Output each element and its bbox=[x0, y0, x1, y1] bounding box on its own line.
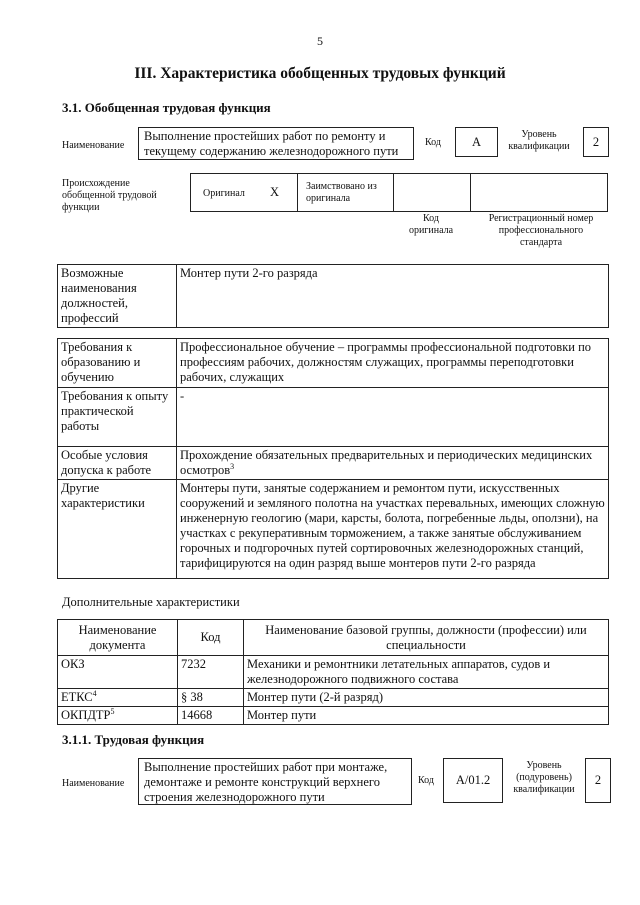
tf-name-value: Выполнение простейших работ при монтаже, демонтаже и ремонте конструкций верхнего строения железнодорожного пути bbox=[138, 758, 412, 805]
gtf-name-label: Наименование bbox=[62, 140, 125, 151]
table-row bbox=[58, 656, 609, 689]
code-cell: 14668 bbox=[178, 707, 244, 725]
tf-level-label: Уровень (подуровень) квалификации bbox=[513, 760, 575, 795]
gtf-name-value: Выполнение простейших работ по ремонту и текущему содержанию железнодорожного пути bbox=[138, 127, 414, 160]
gtf-reg-number-caption: Регистрационный номер профессионального стандарта bbox=[488, 213, 594, 248]
table-row bbox=[58, 689, 609, 707]
doc-cell bbox=[58, 689, 178, 707]
divider bbox=[470, 173, 471, 212]
doc-name: ОКПДТР bbox=[61, 708, 111, 722]
tf-name-label: Наименование bbox=[62, 778, 125, 789]
req-other-label: Другие характеристики bbox=[58, 480, 177, 579]
gtf-orig-code-caption: Код оригинала bbox=[408, 213, 454, 236]
positions-label: Возможные наименования должностей, профессий bbox=[58, 265, 177, 328]
code-cell: § 38 bbox=[178, 689, 244, 707]
req-education-label: Требования к образованию и обучению bbox=[58, 339, 177, 388]
gtf-code-value: A bbox=[455, 127, 498, 157]
req-admission-value: Прохождение обязательных предварительных и периодических медицинских осмотров bbox=[180, 448, 593, 477]
tf-code-label: Код bbox=[418, 775, 434, 786]
doc-cell bbox=[58, 656, 178, 689]
req-admission-label: Особые условия допуска к работе bbox=[58, 447, 177, 480]
tf-level-value: 2 bbox=[585, 758, 611, 803]
requirements-table bbox=[57, 338, 609, 579]
header-code: Код bbox=[178, 620, 244, 656]
name-cell: Монтер пути (2-й разряд) bbox=[244, 689, 609, 707]
positions-value: Монтер пути 2-го разряда bbox=[177, 265, 609, 328]
gtf-borrowed-label: Заимствовано из оригинала bbox=[306, 181, 377, 204]
req-admission-cell bbox=[177, 447, 609, 480]
gtf-origin-label: Происхождение обобщенной трудовой функции bbox=[62, 178, 157, 213]
doc-name: ОКЗ bbox=[61, 657, 85, 671]
gtf-original-mark: X bbox=[270, 185, 280, 199]
name-cell: Механики и ремонтники летательных аппаратов, судов и железнодорожного подвижного состава bbox=[244, 656, 609, 689]
gtf-level-label: Уровень квалификации bbox=[508, 129, 570, 152]
header-name: Наименование базовой группы, должности (профессии) или специальности bbox=[244, 620, 609, 656]
name-cell: Монтер пути bbox=[244, 707, 609, 725]
table-row bbox=[58, 707, 609, 725]
req-experience-value: - bbox=[177, 388, 609, 447]
code-cell: 7232 bbox=[178, 656, 244, 689]
footnote-mark: 4 bbox=[92, 688, 97, 698]
gtf-level-value: 2 bbox=[583, 127, 609, 157]
additional-table bbox=[57, 619, 609, 725]
additional-heading: Дополнительные характеристики bbox=[62, 595, 240, 609]
tf-code-value: A/01.2 bbox=[443, 758, 503, 803]
footnote-mark: 5 bbox=[110, 706, 115, 716]
divider bbox=[393, 173, 394, 212]
header-document: Наименование документа bbox=[58, 620, 178, 656]
req-experience-label: Требования к опыту практической работы bbox=[58, 388, 177, 447]
tf-heading: 3.1.1. Трудовая функция bbox=[62, 732, 205, 747]
gtf-origin-box bbox=[190, 173, 608, 212]
page-number: 5 bbox=[317, 34, 323, 48]
footnote-mark: 3 bbox=[230, 461, 235, 471]
gtf-original-label: Оригинал bbox=[203, 188, 245, 199]
req-other-value: Монтеры пути, занятые содержанием и ремонтом пути, искусственных сооружений и земляного полотна на участках перевальных, имеющих сложную инженерную геологию (мари, карсты, болота, погребенные льды, оползни), на участках с рекуперативным торможением, а также занятые обслуживанием горочных и подгорочных путей сортировочных железнодорожных станций, тарифицируются на один разряд выше монтеров пути 2-го разряда bbox=[177, 480, 609, 579]
doc-name: ЕТКС bbox=[61, 690, 93, 704]
positions-table bbox=[57, 264, 609, 328]
doc-cell bbox=[58, 707, 178, 725]
divider bbox=[297, 173, 298, 212]
section-title: III. Характеристика обобщенных трудовых функций bbox=[134, 65, 506, 82]
gtf-heading: 3.1. Обобщенная трудовая функция bbox=[62, 100, 271, 115]
req-education-value: Профессиональное обучение – программы профессиональной подготовки по профессиям рабочих, должностям служащих, программы переподготовки рабочих, служащих bbox=[177, 339, 609, 388]
gtf-code-label: Код bbox=[425, 137, 441, 148]
